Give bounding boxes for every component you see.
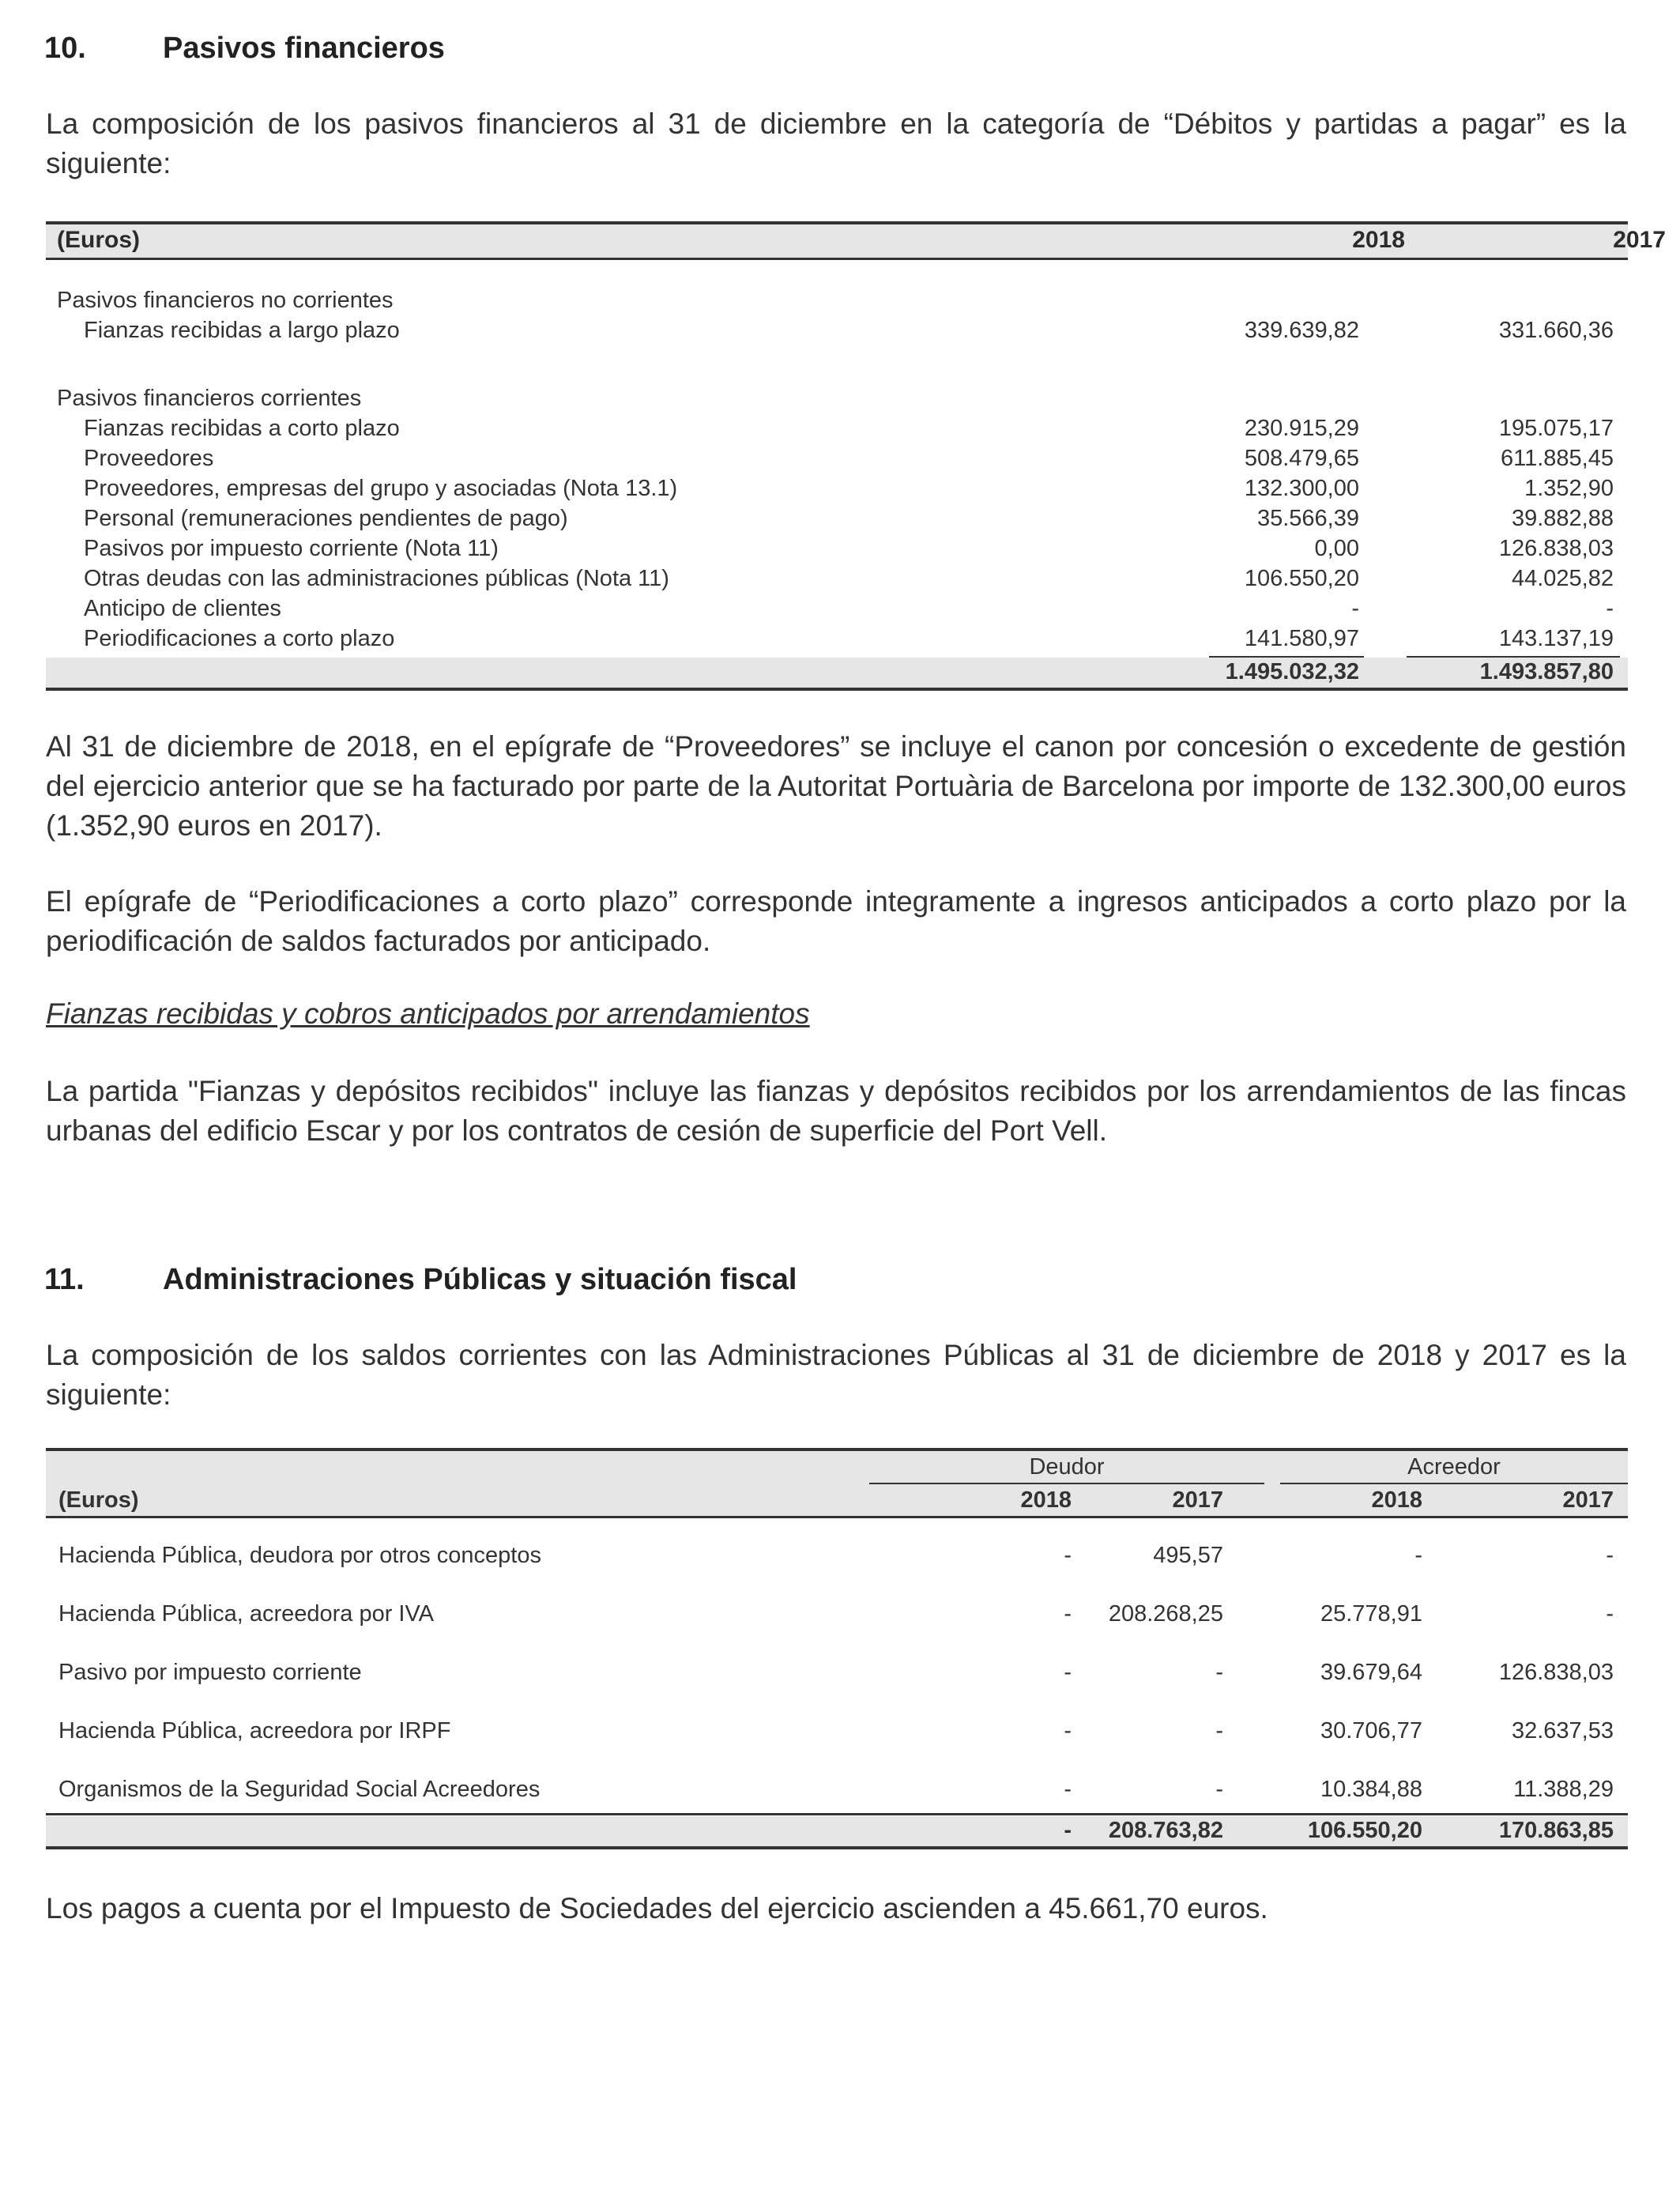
row-label: Personal (remuneraciones pendientes de pago) — [84, 506, 568, 531]
total-deudor-2018: - — [1064, 1818, 1072, 1843]
row-label: Hacienda Pública, deudora por otros conceptos — [58, 1543, 541, 1568]
deudor-2018: - — [1064, 1718, 1072, 1744]
section-title: Administraciones Públicas y situación fiscal — [163, 1263, 797, 1296]
total-2018: 1.495.032,32 — [1225, 659, 1359, 684]
deudor-2018: - — [1064, 1777, 1072, 1802]
group-underline — [869, 1483, 1264, 1484]
row-label: Pasivo por impuesto corriente — [58, 1660, 362, 1685]
total-acreedor-2018: 106.550,20 — [1307, 1818, 1422, 1843]
header-deudor-2018: 2018 — [1020, 1487, 1072, 1513]
deudor-2017: 208.268,25 — [1108, 1601, 1223, 1627]
section-11-intro: La composición de los saldos corrientes con las Administraciones Públicas al 31 de diciembre de 2018 y 2017 es la siguiente: — [46, 1339, 1626, 1411]
header-label: (Euros) — [57, 227, 140, 253]
deudor-2017: - — [1215, 1777, 1223, 1802]
value-2017: 39.882,88 — [1511, 506, 1614, 531]
value-2018: 132.300,00 — [1244, 476, 1359, 501]
value-2017: 195.075,17 — [1498, 416, 1614, 441]
deudor-2017: - — [1215, 1660, 1223, 1685]
row-label: Hacienda Pública, acreedora por IVA — [58, 1601, 435, 1627]
row-label: Hacienda Pública, acreedora por IRPF — [58, 1718, 451, 1744]
row-label: Periodificaciones a corto plazo — [84, 626, 395, 651]
deudor-2017: 495,57 — [1153, 1543, 1223, 1568]
value-2018: 141.580,97 — [1244, 626, 1359, 651]
value-2018: 0,00 — [1314, 536, 1359, 561]
acreedor-2018: 30.706,77 — [1320, 1718, 1422, 1744]
section-10-paragraph-2: El epígrafe de “Periodificaciones a corto plazo” corresponde integramente a ingresos anticipados a corto plazo por la periodificación de saldos facturados por anticipado. — [46, 885, 1626, 957]
section-10-intro: La composición de los pasivos financieros al 31 de diciembre en la categoría de “Débitos y partidas a pagar” es la siguiente: — [46, 107, 1626, 179]
total-top-rule — [46, 1813, 1628, 1815]
value-2018: 106.550,20 — [1244, 566, 1359, 591]
total-acreedor-2017: 170.863,85 — [1498, 1818, 1614, 1843]
value-2017: 1.352,90 — [1524, 476, 1614, 501]
group-title: Pasivos financieros corrientes — [57, 386, 362, 411]
acreedor-2018: 10.384,88 — [1320, 1777, 1422, 1802]
acreedor-2017: - — [1606, 1543, 1614, 1568]
deudor-2018: - — [1064, 1601, 1072, 1627]
value-2018: 339.639,82 — [1244, 318, 1359, 343]
row-label: Proveedores — [84, 446, 214, 471]
total-deudor-2017: 208.763,82 — [1108, 1818, 1223, 1843]
value-2017: 611.885,45 — [1501, 446, 1614, 471]
header-col-2017: 2017 — [1613, 227, 1666, 253]
row-label: Pasivos por impuesto corriente (Nota 11) — [84, 536, 499, 561]
row-label: Proveedores, empresas del grupo y asociadas (Nota 13.1) — [84, 476, 678, 501]
section-title: Pasivos financieros — [163, 32, 445, 65]
group-header-deudor: Deudor — [1029, 1454, 1105, 1480]
header-acreedor-2017: 2017 — [1562, 1487, 1614, 1513]
section-11-heading — [44, 1263, 797, 1297]
value-2018: - — [1351, 596, 1359, 621]
value-2017: - — [1606, 596, 1614, 621]
section-number: 10. — [44, 32, 86, 65]
deudor-2018: - — [1064, 1543, 1072, 1568]
group-title: Pasivos financieros no corrientes — [57, 288, 394, 313]
value-2018: 508.479,65 — [1244, 446, 1359, 471]
header-label: (Euros) — [58, 1487, 139, 1513]
section-10-heading — [44, 32, 445, 66]
table-bottom-rule — [46, 1846, 1628, 1849]
value-2017: 143.137,19 — [1498, 626, 1614, 651]
acreedor-2017: 11.388,29 — [1513, 1777, 1614, 1802]
value-2017: 44.025,82 — [1511, 566, 1614, 591]
table-bottom-rule — [46, 688, 1628, 691]
value-2017: 331.660,36 — [1498, 318, 1614, 343]
header-deudor-2017: 2017 — [1172, 1487, 1223, 1513]
value-2017: 126.838,03 — [1498, 536, 1614, 561]
acreedor-2017: 126.838,03 — [1498, 1660, 1614, 1685]
group-underline — [1280, 1483, 1628, 1484]
deudor-2017: - — [1215, 1718, 1223, 1744]
row-label: Organismos de la Seguridad Social Acreedores — [58, 1777, 541, 1802]
deudor-2018: - — [1064, 1660, 1072, 1685]
acreedor-2018: 25.778,91 — [1320, 1601, 1422, 1627]
row-label: Fianzas recibidas a largo plazo — [84, 318, 400, 343]
acreedor-2018: - — [1414, 1543, 1422, 1568]
row-label: Anticipo de clientes — [84, 596, 281, 621]
total-row-background — [46, 658, 1628, 688]
header-col-2018: 2018 — [1352, 227, 1405, 253]
section-10-paragraph-1: Al 31 de diciembre de 2018, en el epígrafe de “Proveedores” se incluye el canon por concesión o excedente de gestión del ejercicio anterior que se ha facturado por parte de la Autoritat Portuària de Barcelona por importe de 132.300,00 euros (1.352,90 euros en 2017). — [46, 730, 1626, 842]
header-acreedor-2018: 2018 — [1371, 1487, 1422, 1513]
total-2017: 1.493.857,80 — [1479, 659, 1614, 684]
section-10-paragraph-3: La partida "Fianzas y depósitos recibidos" incluye las fianzas y depósitos recibidos por los arrendamientos de las fincas urbanas del edificio Escar y por los contratos de cesión de superficie del Port Vell. — [46, 1075, 1626, 1147]
row-label: Otras deudas con las administraciones públicas (Nota 11) — [84, 566, 669, 591]
subheading: Fianzas recibidas y cobros anticipados por arrendamientos — [46, 997, 810, 1030]
acreedor-2018: 39.679,64 — [1320, 1660, 1422, 1685]
section-11-paragraph-1: Los pagos a cuenta por el Impuesto de Sociedades del ejercicio ascienden a 45.661,70 euros. — [46, 1892, 1268, 1924]
acreedor-2017: - — [1606, 1601, 1614, 1627]
header-bottom-rule — [46, 1516, 1628, 1518]
table-header — [46, 221, 1666, 260]
group-header-acreedor: Acreedor — [1407, 1454, 1501, 1480]
row-label: Fianzas recibidas a corto plazo — [84, 416, 400, 441]
value-2018: 35.566,39 — [1256, 506, 1359, 531]
section-number: 11. — [44, 1263, 85, 1296]
acreedor-2017: 32.637,53 — [1511, 1718, 1614, 1744]
value-2018: 230.915,29 — [1244, 416, 1359, 441]
